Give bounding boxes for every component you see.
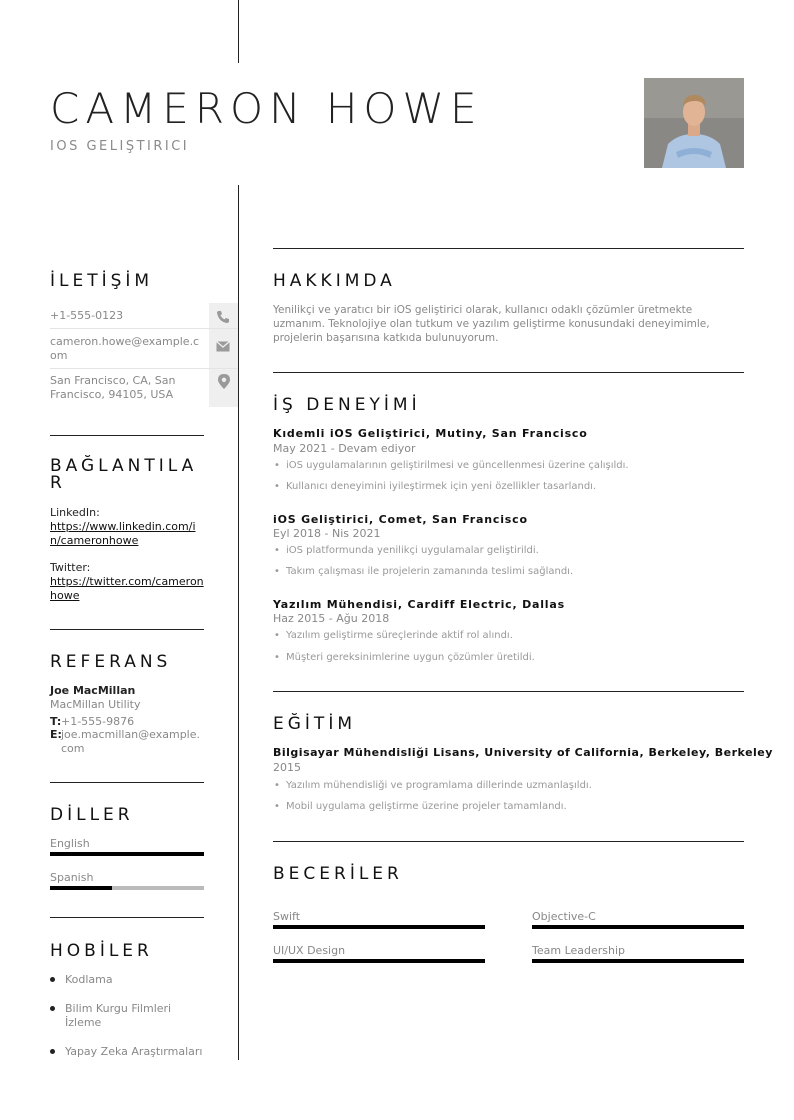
right-section-divider — [273, 248, 744, 249]
left-section-divider — [50, 629, 204, 630]
job-bullet: Müşteri gereksinimlerine uygun çözümler üretildi. — [286, 652, 535, 663]
job-title: Yazılım Mühendisi, Cardiff Electric, Dallas — [273, 598, 565, 611]
profile-photo-image — [644, 78, 744, 168]
right-section-divider — [273, 841, 744, 842]
job-date: May 2021 - Devam ediyor — [273, 442, 416, 455]
job-title: iOS Geliştirici, Comet, San Francisco — [273, 513, 528, 526]
education-bullet: Mobil uygulama geliştirme üzerine projeler tamamlandı. — [286, 801, 567, 812]
hobbies-section-title: HOBİLER — [50, 941, 153, 961]
language-level-bar — [50, 852, 204, 856]
contact-email: cameron.howe@example.com — [50, 335, 200, 362]
job-bullet-mark: • — [274, 566, 280, 577]
links-section-title: BAĞLANTILAR — [50, 456, 198, 493]
experience-section-title: İŞ DENEYİMİ — [273, 395, 421, 415]
about-text: Yenilikçi ve yaratıcı bir iOS geliştirici olarak, kullanıcı odaklı çözümler üretmekte uzmanım. Teknolojiye olan tutkum ve yazılım geliştirme konusundaki deneyimimle, projelerin başarısına katkıda bulunuyorum. — [273, 304, 710, 344]
job-title: Kıdemli iOS Geliştirici, Mutiny, San Francisco — [273, 427, 588, 440]
job-bullet-mark: • — [274, 630, 280, 641]
reference-email: joe.macmillan@example.com — [61, 728, 200, 755]
job-bullet: Takım çalışması ile projelerin zamanında teslimi sağlandı. — [286, 566, 574, 577]
skill-level-bar — [273, 925, 485, 929]
job-bullet: iOS uygulamalarının geliştirilmesi ve güncellenmesi üzerine çalışıldı. — [286, 460, 629, 471]
skill-name: Swift — [273, 910, 301, 923]
left-section-divider — [50, 435, 204, 436]
language-name: Spanish — [50, 871, 94, 884]
references-section-title: REFERANS — [50, 652, 172, 672]
language-level-fill — [50, 886, 112, 890]
education-bullet-mark: • — [274, 780, 280, 791]
candidate-title: IOS GELIŞTIRICI — [50, 139, 190, 154]
linkedin-label: LinkedIn: — [50, 506, 100, 519]
hobby-bullet — [50, 1049, 55, 1054]
education-section-title: EĞİTİM — [273, 714, 356, 734]
location-icon — [218, 374, 230, 393]
job-bullet: Kullanıcı deneyimini iyileştirmek için yeni özellikler tasarlandı. — [286, 481, 597, 492]
job-bullet-mark: • — [274, 481, 280, 492]
education-bullet-mark: • — [274, 801, 280, 812]
column-divider-line — [238, 185, 239, 1060]
hobby-item: Kodlama — [65, 973, 113, 986]
hobby-bullet — [50, 1006, 55, 1011]
contact-separator — [50, 328, 238, 329]
education-degree: Bilgisayar Mühendisliği Lisans, University of California, Berkeley, Berkeley — [273, 746, 773, 759]
skill-level-bar — [532, 925, 744, 929]
twitter-link[interactable]: https://twitter.com/cameronhowe — [50, 575, 204, 602]
right-section-divider — [273, 691, 744, 692]
left-section-divider — [50, 782, 204, 783]
job-bullet: Yazılım geliştirme süreçlerinde aktif rol alındı. — [286, 630, 513, 641]
language-level-bar — [50, 886, 204, 890]
top-divider-line — [238, 0, 239, 63]
skills-section-title: BECERİLER — [273, 864, 403, 884]
job-bullet: iOS platformunda yenilikçi uygulamalar geliştirildi. — [286, 545, 539, 556]
right-section-divider — [273, 372, 744, 373]
skill-name: Team Leadership — [532, 944, 626, 957]
skill-level-bar — [273, 959, 485, 963]
reference-phone: +1-555-9876 — [61, 715, 135, 728]
job-date: Eyl 2018 - Nis 2021 — [273, 527, 381, 540]
languages-section-title: DİLLER — [50, 805, 134, 825]
left-section-divider — [50, 917, 204, 918]
contact-section-title: İLETİŞİM — [50, 271, 154, 291]
contact-phone: +1-555-0123 — [50, 309, 124, 322]
reference-phone-label: T: — [50, 715, 62, 728]
hobby-bullet — [50, 977, 55, 982]
contact-separator — [50, 368, 238, 369]
skill-level-bar — [532, 959, 744, 963]
job-date: Haz 2015 - Ağu 2018 — [273, 612, 390, 625]
candidate-name: CAMERON HOWE — [50, 84, 483, 133]
education-bullet: Yazılım mühendisliği ve programlama dillerinde uzmanlaşıldı. — [286, 780, 592, 791]
phone-icon — [216, 309, 230, 328]
hobby-item: Bilim Kurgu Filmleri İzleme — [65, 1002, 172, 1029]
education-year: 2015 — [273, 761, 301, 774]
language-level-fill — [50, 852, 204, 856]
about-section-title: HAKKIMDA — [273, 271, 396, 291]
linkedin-link[interactable]: https://www.linkedin.com/in/cameronhowe — [50, 520, 196, 547]
job-bullet-mark: • — [274, 652, 280, 663]
contact-address: San Francisco, CA, San Francisco, 94105, USA — [50, 374, 176, 401]
job-bullet-mark: • — [274, 460, 280, 471]
profile-photo — [644, 78, 744, 168]
job-bullet-mark: • — [274, 545, 280, 556]
twitter-label: Twitter: — [50, 561, 91, 574]
mail-icon — [216, 337, 230, 356]
skill-name: UI/UX Design — [273, 944, 346, 957]
language-name: English — [50, 837, 90, 850]
hobby-item: Yapay Zeka Araştırmaları — [65, 1045, 203, 1058]
reference-company: MacMillan Utility — [50, 698, 141, 711]
skill-name: Objective-C — [532, 910, 596, 923]
reference-name: Joe MacMillan — [50, 684, 136, 697]
reference-email-label: E: — [50, 728, 62, 741]
